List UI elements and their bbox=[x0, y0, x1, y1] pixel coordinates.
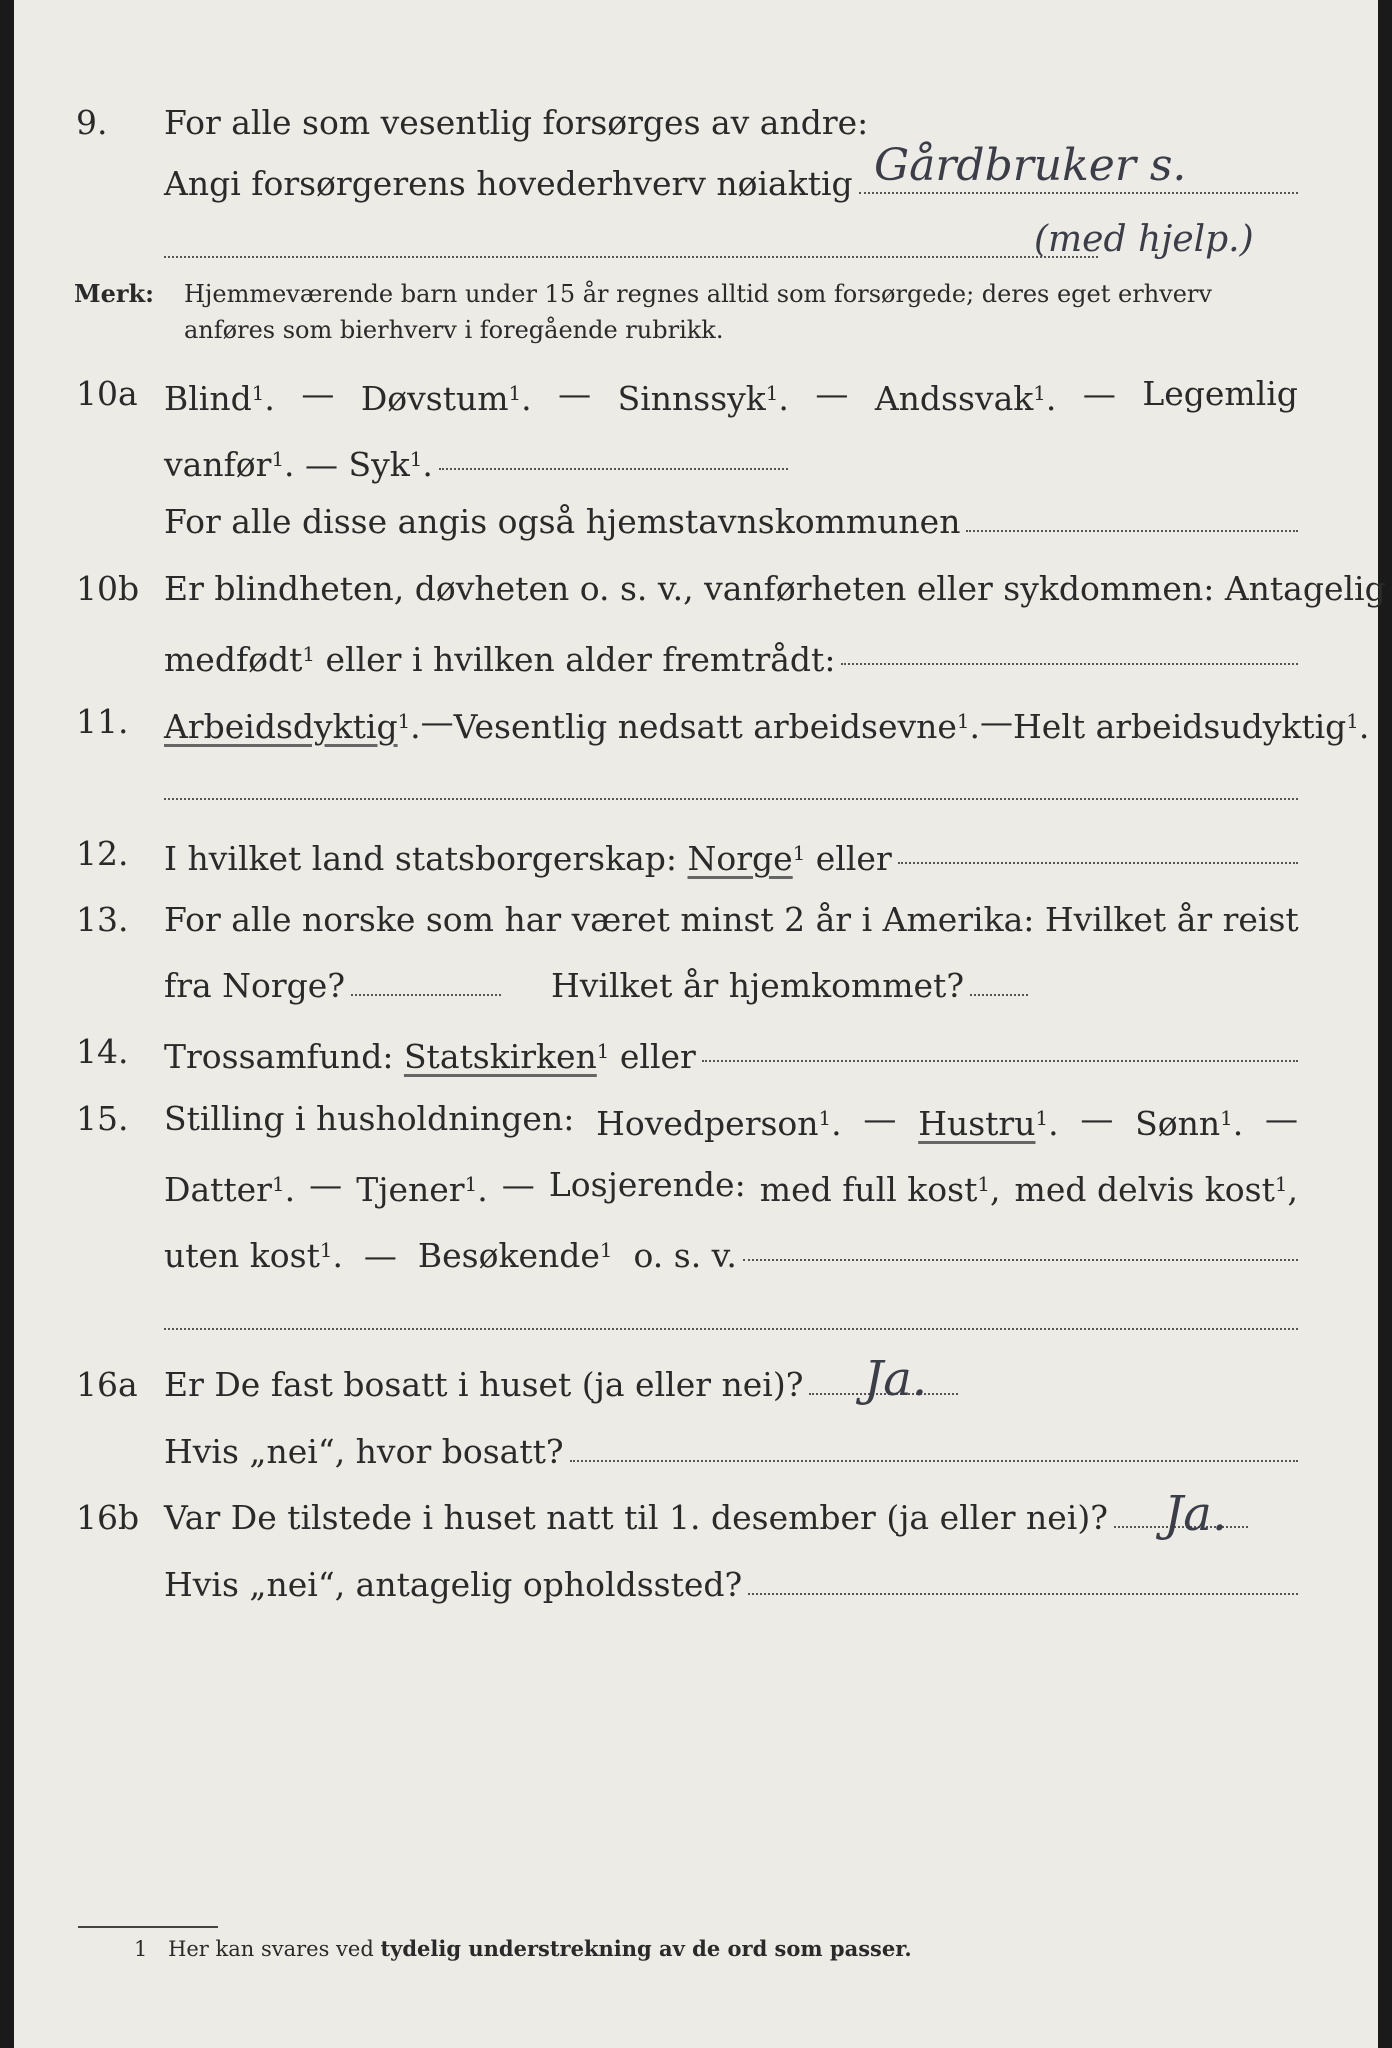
q10a-line3 bbox=[14, 500, 1378, 544]
q15-number: 15. bbox=[76, 1099, 129, 1138]
q15-besokende: Besøkende bbox=[417, 1236, 600, 1275]
q14-eller: eller bbox=[619, 1037, 696, 1076]
q10a-sinnssyk: Sinnssyk bbox=[617, 379, 766, 418]
q9-handwritten-answer: Gårdbruker s. bbox=[874, 140, 1187, 191]
footnote bbox=[134, 1934, 912, 1964]
q14-label: Trossamfund: bbox=[164, 1037, 394, 1076]
q15-hovedperson: Hovedperson bbox=[596, 1104, 819, 1143]
footnote-text-b: tydelig understrekning av de ord som passer. bbox=[380, 1936, 912, 1961]
q13-text: For alle norske som har været minst 2 år i Amerika: Hvilket år reist bbox=[164, 900, 1299, 939]
q15-answer-line bbox=[743, 1229, 1298, 1261]
q16b-where: Hvis „nei“, antagelig opholdssted? bbox=[164, 1565, 743, 1604]
q14-answer-line bbox=[702, 1030, 1298, 1062]
q12-line: 12. I hvilket land statsborgerskap: Norge$^1$ eller bbox=[14, 832, 1378, 876]
q13-hjemkommet-line bbox=[970, 964, 1028, 996]
merk-label: Merk: bbox=[74, 279, 154, 308]
q13-reist-line bbox=[351, 964, 501, 996]
q13-number: 13. bbox=[76, 900, 129, 939]
q12-number: 12. bbox=[76, 834, 129, 873]
q10a-andssvak: Andssvak bbox=[874, 379, 1034, 418]
q11-answer-line bbox=[164, 796, 1298, 800]
q12-norge: Norge bbox=[687, 839, 793, 878]
q10a-line2: vanfør$^1$. — Syk$^1$. bbox=[14, 438, 1378, 482]
q10a-blind: Blind bbox=[164, 379, 252, 418]
q9-occupation-label: Angi forsørgerens hovederhverv nøiaktig bbox=[164, 164, 853, 203]
q11-number: 11. bbox=[76, 702, 129, 741]
q13-reist: fra Norge? bbox=[164, 966, 346, 1005]
q15-sonn: Sønn bbox=[1135, 1104, 1221, 1143]
q16b-where-line bbox=[748, 1563, 1298, 1595]
merk-line2: anføres som bierhverv i foregående rubrikk. bbox=[184, 316, 724, 344]
q13-hjemkommet: Hvilket år hjemkommet? bbox=[551, 966, 965, 1005]
q12-answer-line bbox=[898, 832, 1298, 864]
footnote-mark: 1 bbox=[134, 1937, 148, 1961]
q10a-number: 10a bbox=[76, 374, 138, 413]
q13-line1 bbox=[14, 898, 1378, 942]
q10a-hjemstavn-line bbox=[966, 500, 1298, 532]
q15-delvis-kost: med delvis kost bbox=[1014, 1170, 1275, 1209]
q15-losjerende: Losjerende: bbox=[548, 1165, 746, 1204]
merk-line1: Hjemmeværende barn under 15 år regnes alltid som forsørgede; deres eget erhverv bbox=[184, 280, 1212, 308]
q9-answer-line-2 bbox=[164, 254, 1098, 258]
q14-line: 14. Trossamfund: Statskirken$^1$ eller bbox=[14, 1030, 1378, 1074]
q10b-line2: medfødt$^1$ eller i hvilken alder fremtrådt: bbox=[14, 633, 1378, 677]
q10a-hjemstavn: For alle disse angis også hjemstavnskommunen bbox=[164, 502, 961, 541]
q11-nedsatt: Vesentlig nedsatt arbeidsevne bbox=[453, 707, 957, 746]
q15-full-kost: med full kost bbox=[759, 1170, 978, 1209]
q16a-where-line bbox=[570, 1430, 1298, 1462]
footnote-text-a: Her kan svares ved bbox=[168, 1937, 374, 1961]
q10b-medfodt: medfødt bbox=[164, 640, 303, 679]
q9-number: 9. bbox=[76, 103, 108, 142]
q10a-vanfor: vanfør bbox=[164, 445, 272, 484]
q15-line2: Datter$^1$. — Tjener$^1$. — Losjerende: med full kost$^1$, med delvis kost$^1$, bbox=[14, 1163, 1378, 1207]
q15-osv: o. s. v. bbox=[633, 1236, 737, 1275]
q11-udyktig: Helt arbeidsudyktig bbox=[1013, 707, 1347, 746]
q16a-line2 bbox=[14, 1430, 1378, 1474]
q15-hustru: Hustru bbox=[918, 1104, 1036, 1143]
q16b-number: 16b bbox=[76, 1498, 140, 1537]
q10b-text: Er blindheten, døvheten o. s. v., vanførheten eller sykdommen: Antagelig bbox=[164, 569, 1386, 608]
q15-label: Stilling i husholdningen: bbox=[164, 1099, 575, 1138]
q14-statskirken: Statskirken bbox=[403, 1037, 597, 1076]
q15-line1: 15. Stilling i husholdningen: Hovedperson$^1$. — Hustru$^1$. — Sønn$^1$. — bbox=[14, 1097, 1378, 1141]
q16a-line1 bbox=[14, 1351, 1378, 1407]
q10b-rest: eller i hvilken alder fremtrådt: bbox=[325, 640, 836, 679]
q15-answer-line-2 bbox=[164, 1326, 1298, 1330]
q14-number: 14. bbox=[76, 1032, 129, 1071]
q16a-where: Hvis „nei“, hvor bosatt? bbox=[164, 1432, 564, 1471]
q16a-question: Er De fast bosatt i huset (ja eller nei)? bbox=[164, 1365, 804, 1404]
q16b-handwritten-answer: Ja. bbox=[1164, 1486, 1228, 1542]
q10a-syk: Syk bbox=[348, 445, 410, 484]
merk-note bbox=[74, 276, 1308, 356]
q10a-answer-line bbox=[439, 438, 788, 470]
q11-line1: 11. Arbeidsdyktig$^1$. — Vesentlig nedsatt arbeidsevne$^1$. — Helt arbeidsudyktig$^1$. bbox=[76, 702, 1370, 746]
q15-datter: Datter bbox=[164, 1170, 272, 1209]
q11-arbeidsdyktig: Arbeidsdyktig bbox=[164, 707, 398, 746]
q15-line3: uten kost$^1$. — Besøkende$^1$ o. s. v. bbox=[14, 1229, 1378, 1273]
q9-line3 bbox=[14, 220, 1378, 264]
q15-uten-kost: uten kost bbox=[164, 1236, 320, 1275]
q12-label: I hvilket land statsborgerskap: bbox=[164, 839, 678, 878]
q16b-line2 bbox=[14, 1563, 1378, 1607]
q16b-line1 bbox=[14, 1486, 1378, 1542]
q10a-dovstum: Døvstum bbox=[360, 379, 509, 418]
footnote-rule bbox=[78, 1926, 218, 1928]
q12-eller: eller bbox=[815, 839, 892, 878]
q9-line2 bbox=[14, 140, 1378, 206]
q9-handwritten-answer-2: (med hjelp.) bbox=[1034, 219, 1254, 260]
q10b-line1 bbox=[14, 567, 1386, 611]
q9-text: For alle som vesentlig forsørges av andre: bbox=[164, 103, 869, 142]
q16a-number: 16a bbox=[76, 1365, 138, 1404]
q13-line2 bbox=[14, 964, 1378, 1008]
q10b-answer-line bbox=[841, 633, 1298, 665]
q15-tjener: Tjener bbox=[356, 1170, 465, 1209]
q10b-number: 10b bbox=[76, 569, 140, 608]
q9-line1 bbox=[14, 101, 1378, 145]
q16a-handwritten-answer: Ja. bbox=[864, 1351, 928, 1407]
census-form-sheet bbox=[14, 0, 1386, 2048]
q16b-question: Var De tilstede i huset natt til 1. desember (ja eller nei)? bbox=[164, 1498, 1108, 1537]
q10a-legemlig: Legemlig bbox=[1142, 374, 1298, 413]
q10a-line1: 10a Blind$^1$. — Døvstum$^1$. — Sinnssyk$^1$. — Andssvak$^1$. — Legemlig bbox=[14, 372, 1378, 416]
